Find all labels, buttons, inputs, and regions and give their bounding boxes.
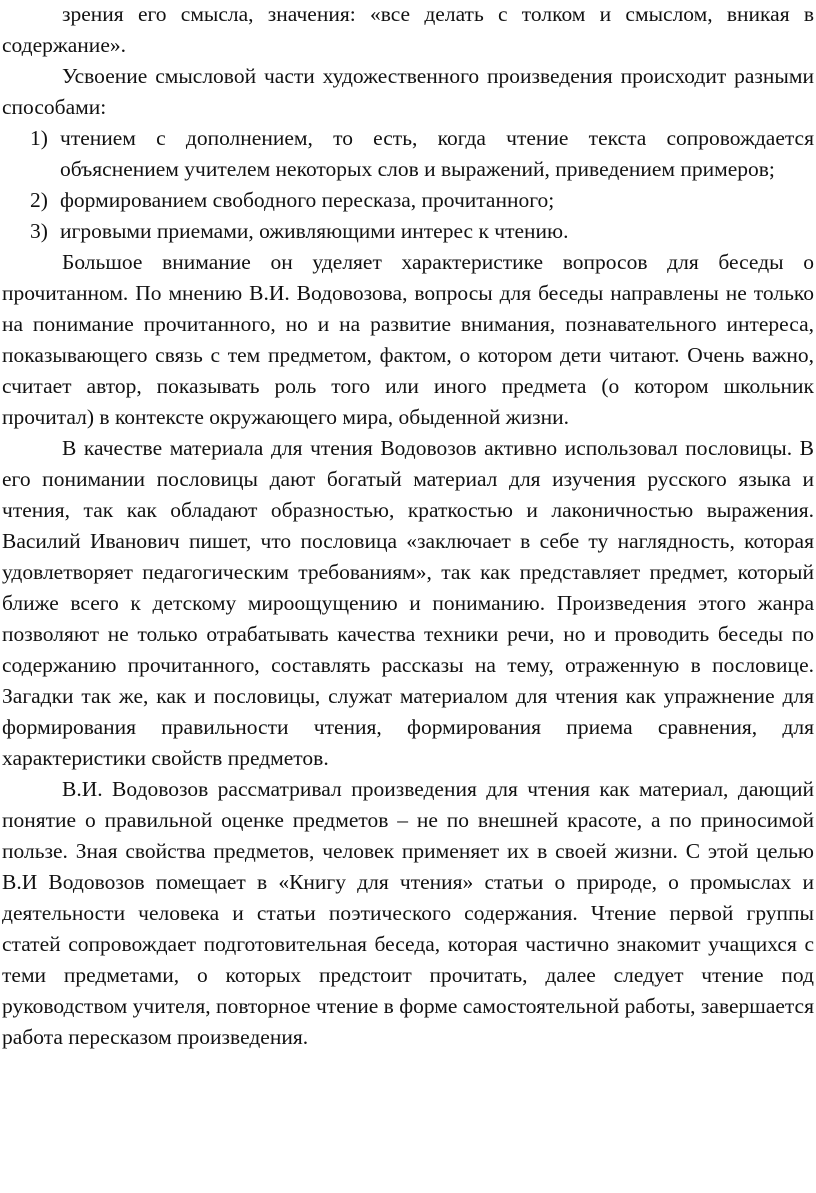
list-item bbox=[2, 185, 814, 216]
list-item-number: 1) bbox=[30, 126, 48, 150]
list-item-number: 2) bbox=[30, 188, 48, 212]
methods-list bbox=[2, 123, 814, 247]
list-item-text: формированием свободного пересказа, прочитанного; bbox=[60, 188, 555, 212]
paragraph-proverbs: В качестве материала для чтения Водовозов активно использовал пословицы. В его понимании пословицы дают богатый материал для изучения русского языка и чтения, так как обладают образностью, краткостью и лаконичностью выражения. Василий Иванович пишет, что пословица «заключает в себе ту наглядность, которая удовлетворяет педагогическим требованиям», так как представляет предмет, который ближе всего к детскому мироощущению и пониманию. Произведения этого жанра позволяют не только отрабатывать качества техники речи, но и проводить беседы по содержанию прочитанного, составлять рассказы на тему, отраженную в пословице. Загадки так же, как и пословицы, служат материалом для чтения как упражнение для формирования правильности чтения, формирования приема сравнения, для характеристики свойств предметов. bbox=[2, 436, 814, 770]
paragraph-questions: Большое внимание он уделяет характеристике вопросов для беседы о прочитанном. По мнению В.И. Водовозова, вопросы для беседы направлены не только на понимание прочитанного, но и на развитие внимания, познавательного интереса, показывающего связь с тем предметом, фактом, о котором дети читают. Очень важно, считает автор, показывать роль того или иного предмета (о котором школьник прочитал) в контексте окружающего мира, обыденной жизни. bbox=[2, 250, 814, 429]
list-item-number: 3) bbox=[30, 219, 48, 243]
list-item bbox=[2, 216, 814, 247]
paragraph-works-for-reading: В.И. Водовозов рассматривал произведения для чтения как материал, дающий понятие о правильной оценке предметов – не по внешней красоте, а по приносимой пользе. Зная свойства предметов, человек применяет их в своей жизни. С этой целью В.И Водовозов помещает в «Книгу для чтения» статьи о природе, о промыслах и деятельности человека и статьи поэтического содержания. Чтение первой группы статей сопровождает подготовительная беседа, которая частично знакомит учащихся с теми предметами, о которых предстоит прочитать, далее следует чтение под руководством учителя, повторное чтение в форме самостоятельной работы, завершается работа пересказом произведения. bbox=[2, 777, 814, 1049]
list-item-text: чтением с дополнением, то есть, когда чтение текста сопровождается объяснением учителем некоторых слов и выражений, приведением примеров; bbox=[60, 126, 814, 181]
list-item bbox=[2, 123, 814, 185]
paragraph-continuation: зрения его смысла, значения: «все делать с толком и смыслом, вникая в содержание». bbox=[2, 2, 814, 57]
list-item-text: игровыми приемами, оживляющими интерес к чтению. bbox=[60, 219, 569, 243]
paragraph-methods-intro: Усвоение смысловой части художественного произведения происходит разными способами: bbox=[2, 64, 814, 119]
